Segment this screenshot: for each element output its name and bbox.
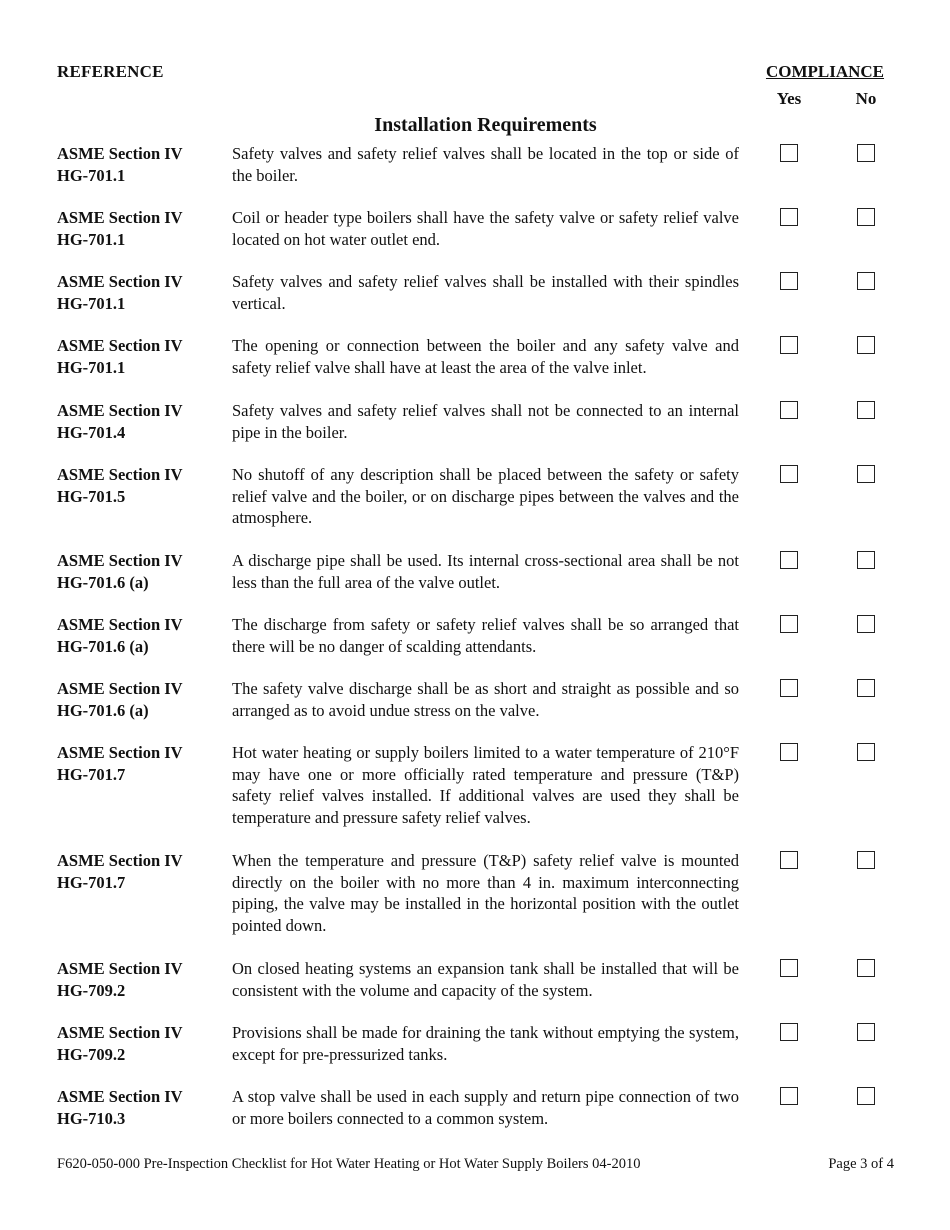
yes-checkbox[interactable]	[780, 465, 798, 483]
yes-checkbox[interactable]	[780, 679, 798, 697]
no-checkbox[interactable]	[857, 144, 875, 162]
no-checkbox[interactable]	[857, 465, 875, 483]
row-requirement: On closed heating systems an expansion tank shall be installed that will be consistent with the volume and capacity of the system.	[232, 959, 739, 1000]
no-checkbox[interactable]	[857, 959, 875, 977]
row-requirement: The safety valve discharge shall be as short and straight as possible and so arranged as to avoid undue stress on the valve.	[232, 679, 739, 720]
row-reference: ASME Section IV HG-710.3	[57, 1087, 183, 1128]
no-checkbox[interactable]	[857, 679, 875, 697]
row-requirement: Safety valves and safety relief valves shall be located in the top or side of the boiler.	[232, 144, 739, 185]
reference-column-header: REFERENCE	[57, 62, 164, 81]
row-reference: ASME Section IV HG-709.2	[57, 1023, 183, 1064]
no-checkbox[interactable]	[857, 401, 875, 419]
no-checkbox[interactable]	[857, 336, 875, 354]
yes-checkbox[interactable]	[780, 272, 798, 290]
section-title: Installation Requirements	[374, 114, 597, 136]
row-requirement: Safety valves and safety relief valves shall not be connected to an internal pipe in the boiler.	[232, 401, 739, 442]
row-requirement: Hot water heating or supply boilers limited to a water temperature of 210°F may have one or more officially rated temperature and pressure (T&P) safety relief valves installed. If additional valves are used they shall be temperature and pressure safety relief valves.	[232, 743, 739, 827]
yes-column-header: Yes	[776, 89, 802, 108]
row-requirement: Safety valves and safety relief valves shall be installed with their spindles vertical.	[232, 272, 739, 313]
footer-form-id: F620-050-000 Pre-Inspection Checklist for Hot Water Heating or Hot Water Supply Boilers 04-2010	[57, 1156, 641, 1172]
row-requirement: No shutoff of any description shall be placed between the safety or safety relief valve and the boiler, or on discharge pipes between the valves and the atmosphere.	[232, 465, 739, 527]
no-checkbox[interactable]	[857, 1087, 875, 1105]
row-reference: ASME Section IV HG-701.1	[57, 208, 183, 249]
row-requirement: The opening or connection between the boiler and any safety valve and safety relief valve shall have at least the area of the valve inlet.	[232, 336, 739, 377]
row-requirement: The discharge from safety or safety relief valves shall be so arranged that there will be no danger of scalding attendants.	[232, 615, 739, 656]
row-reference: ASME Section IV HG-701.1	[57, 336, 183, 377]
no-checkbox[interactable]	[857, 208, 875, 226]
row-reference: ASME Section IV HG-701.7	[57, 743, 183, 784]
row-reference: ASME Section IV HG-701.6 (a)	[57, 679, 183, 720]
compliance-column-header: COMPLIANCE	[765, 62, 885, 81]
row-requirement: Provisions shall be made for draining the tank without emptying the system, except for pre-pressurized tanks.	[232, 1023, 739, 1064]
row-reference: ASME Section IV HG-701.1	[57, 144, 183, 185]
row-requirement: A stop valve shall be used in each supply and return pipe connection of two or more boilers connected to a common system.	[232, 1087, 739, 1128]
no-checkbox[interactable]	[857, 551, 875, 569]
no-checkbox[interactable]	[857, 851, 875, 869]
row-reference: ASME Section IV HG-701.6 (a)	[57, 615, 183, 656]
no-checkbox[interactable]	[857, 1023, 875, 1041]
row-requirement: A discharge pipe shall be used. Its internal cross-sectional area shall be not less than the full area of the valve outlet.	[232, 551, 739, 592]
no-checkbox[interactable]	[857, 272, 875, 290]
yes-checkbox[interactable]	[780, 1087, 798, 1105]
yes-checkbox[interactable]	[780, 1023, 798, 1041]
yes-checkbox[interactable]	[780, 851, 798, 869]
no-checkbox[interactable]	[857, 743, 875, 761]
yes-checkbox[interactable]	[780, 743, 798, 761]
row-reference: ASME Section IV HG-701.4	[57, 401, 183, 442]
yes-checkbox[interactable]	[780, 336, 798, 354]
footer-page-number: Page 3 of 4	[828, 1156, 894, 1172]
yes-checkbox[interactable]	[780, 144, 798, 162]
yes-checkbox[interactable]	[780, 615, 798, 633]
row-reference: ASME Section IV HG-701.7	[57, 851, 183, 892]
yes-checkbox[interactable]	[780, 401, 798, 419]
row-reference: ASME Section IV HG-701.6 (a)	[57, 551, 183, 592]
row-reference: ASME Section IV HG-701.1	[57, 272, 183, 313]
yes-checkbox[interactable]	[780, 959, 798, 977]
yes-checkbox[interactable]	[780, 208, 798, 226]
row-reference: ASME Section IV HG-709.2	[57, 959, 183, 1000]
row-reference: ASME Section IV HG-701.5	[57, 465, 183, 506]
row-requirement: When the temperature and pressure (T&P) safety relief valve is mounted directly on the boiler with no more than 4 in. maximum interconnecting piping, the valve may be installed in the horizontal position with the outlet pointed down.	[232, 851, 739, 935]
no-checkbox[interactable]	[857, 615, 875, 633]
row-requirement: Coil or header type boilers shall have the safety valve or safety relief valve located on hot water outlet end.	[232, 208, 739, 249]
no-column-header: No	[855, 89, 877, 108]
yes-checkbox[interactable]	[780, 551, 798, 569]
